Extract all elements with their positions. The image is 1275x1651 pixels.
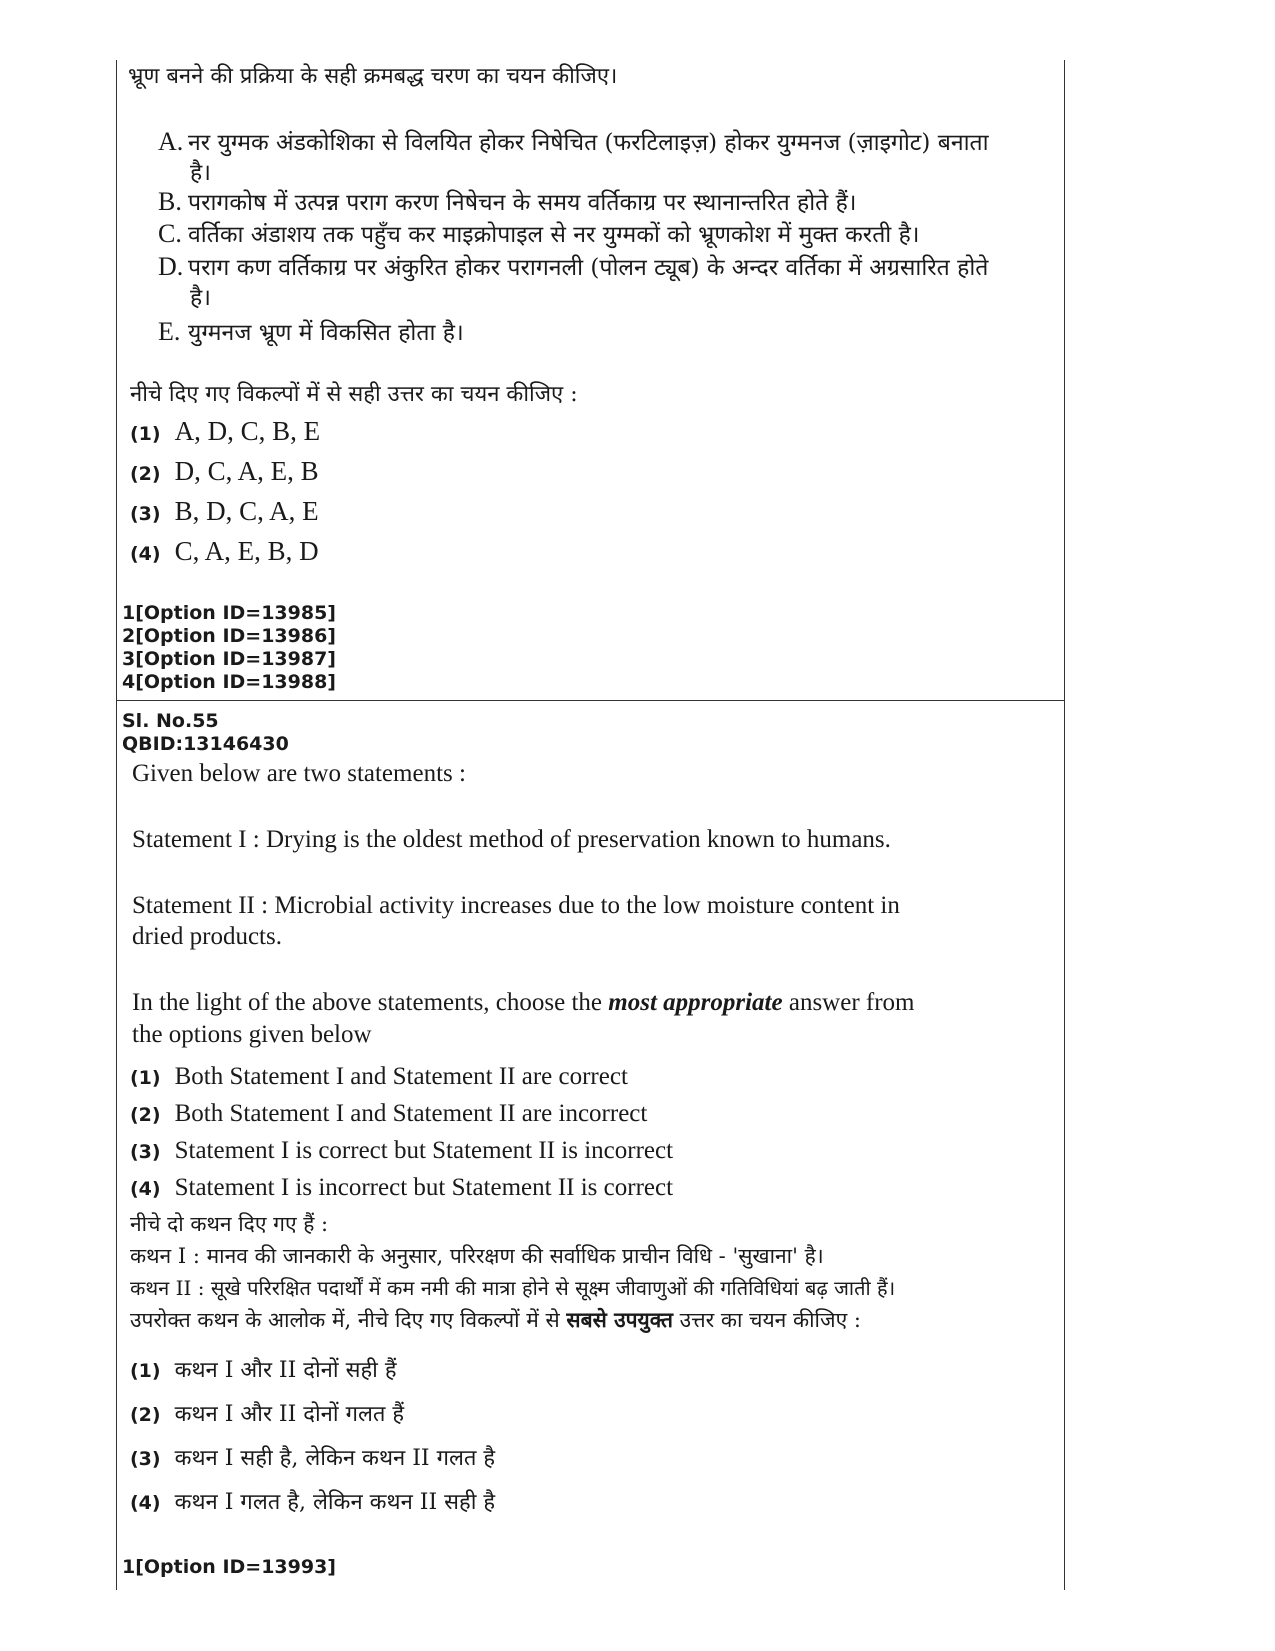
q1-prompt: नीचे दिए गए विकल्पों में से सही उत्तर का चयन कीजिए : xyxy=(130,382,578,407)
option-number: (3) xyxy=(130,1141,161,1163)
q1-statement-b xyxy=(158,185,857,217)
prompt-bold: सबसे उपयुक्त xyxy=(566,1307,673,1332)
q2-hi-given: नीचे दो कथन दिए गए हैं : xyxy=(130,1212,329,1236)
q2-statement-1: Statement I : Drying is the oldest method of preservation known to humans. xyxy=(132,826,891,853)
statement-text: युग्मनज भ्रूण में विकसित होता है। xyxy=(188,320,464,346)
option-text: C, A, E, B, D xyxy=(174,536,319,566)
option-number: (4) xyxy=(130,543,161,565)
option-number: (3) xyxy=(130,1448,161,1470)
option-number: (2) xyxy=(130,1104,161,1126)
option-number: (2) xyxy=(130,463,161,485)
q2-given: Given below are two statements : xyxy=(132,760,466,787)
statement-letter: B. xyxy=(158,187,182,216)
q1-option-id-4: 4[Option ID=13988] xyxy=(122,671,336,693)
q2-option-2[interactable] xyxy=(130,1100,647,1128)
option-number: (1) xyxy=(130,1360,161,1382)
q2-hi-statement-2: कथन II : सूखे परिरक्षित पदार्थों में कम नमी की मात्रा होने से सूक्ष्म जीवाणुओं की गतिविधियां बढ़ जाती हैं। xyxy=(130,1276,896,1300)
option-text: B, D, C, A, E xyxy=(174,496,319,526)
q1-statement-d-cont: है। xyxy=(190,285,211,311)
q1-statement-e xyxy=(158,315,464,347)
q2-hi-option-2[interactable] xyxy=(130,1398,404,1428)
q2-hi-option-1[interactable] xyxy=(130,1354,397,1384)
statement-text: पराग कण वर्तिकाग्र पर अंकुरित होकर परागनली (पोलन ट्यूब) के अन्दर वर्तिका में अग्रसारित होते xyxy=(188,255,989,281)
q2-option-4[interactable] xyxy=(130,1174,673,1202)
option-text: Both Statement I and Statement II are correct xyxy=(174,1063,628,1090)
option-number: (3) xyxy=(130,503,161,525)
q2-option-1[interactable] xyxy=(130,1063,628,1091)
q2-serial-number: Sl. No.55 xyxy=(122,710,219,732)
q1-statement-a-cont: है। xyxy=(190,160,211,186)
q2-option-3[interactable] xyxy=(130,1137,673,1165)
instruction-emphasis: most appropriate xyxy=(608,989,783,1016)
q1-option-id-3: 3[Option ID=13987] xyxy=(122,648,336,670)
q1-intro: भ्रूण बनने की प्रक्रिया के सही क्रमबद्ध चरण का चयन कीजिए। xyxy=(128,64,618,89)
right-border xyxy=(1064,60,1065,1590)
option-text: D, C, A, E, B xyxy=(174,456,319,486)
q1-statement-c xyxy=(158,217,920,249)
q2-statement-2: Statement II : Microbial activity increases due to the low moisture content in xyxy=(132,892,900,919)
q1-option-id-1: 1[Option ID=13985] xyxy=(122,602,336,624)
q2-instruction-cont: the options given below xyxy=(132,1021,372,1048)
option-text: कथन I गलत है, लेकिन कथन II सही है xyxy=(174,1490,496,1515)
q1-statement-d xyxy=(158,250,988,282)
statement-text: परागकोष में उत्पन्न पराग करण निषेचन के समय वर्तिकाग्र पर स्थानान्तरित होते हैं। xyxy=(188,190,857,216)
q2-hi-prompt xyxy=(130,1306,861,1334)
instruction-pre: In the light of the above statements, choose the xyxy=(132,989,609,1016)
option-number: (4) xyxy=(130,1178,161,1200)
question-separator xyxy=(116,700,1064,701)
statement-letter: E. xyxy=(158,317,181,346)
option-number: (1) xyxy=(130,1067,161,1089)
q2-statement-2-cont: dried products. xyxy=(132,923,282,950)
left-border xyxy=(116,60,117,1590)
q1-option-id-2: 2[Option ID=13986] xyxy=(122,625,336,647)
option-number: (2) xyxy=(130,1404,161,1426)
q2-instruction xyxy=(132,989,915,1017)
q2-qbid: QBID:13146430 xyxy=(122,733,289,755)
q2-hi-statement-1: कथन I : मानव की जानकारी के अनुसार, परिरक्षण की सर्वाधिक प्राचीन विधि - 'सुखाना' है। xyxy=(130,1244,824,1268)
q1-option-4[interactable] xyxy=(130,536,319,567)
prompt-post: उत्तर का चयन कीजिए : xyxy=(672,1308,861,1332)
instruction-post: answer from xyxy=(782,989,915,1016)
option-text: Statement I is incorrect but Statement II is correct xyxy=(174,1174,674,1201)
option-text: A, D, C, B, E xyxy=(174,416,321,446)
q1-option-2[interactable] xyxy=(130,456,319,487)
statement-letter: D. xyxy=(158,252,184,281)
q2-option-id-1: 1[Option ID=13993] xyxy=(122,1556,336,1578)
statement-text: नर युग्मक अंडकोशिका से विलयित होकर निषेचित (फरटिलाइज़) होकर युग्मनज (ज़ाइगोट) बनाता xyxy=(188,130,989,156)
q1-option-3[interactable] xyxy=(130,496,319,527)
q2-hi-option-3[interactable] xyxy=(130,1442,495,1472)
statement-letter: A. xyxy=(158,127,184,156)
option-text: कथन I और II दोनों गलत हैं xyxy=(174,1402,405,1427)
option-text: Both Statement I and Statement II are incorrect xyxy=(174,1100,648,1127)
prompt-pre: उपरोक्त कथन के आलोक में, नीचे दिए गए विकल्पों में से xyxy=(130,1308,567,1332)
q2-hi-option-4[interactable] xyxy=(130,1486,495,1516)
option-text: कथन I सही है, लेकिन कथन II गलत है xyxy=(174,1446,496,1471)
option-text: Statement I is correct but Statement II is incorrect xyxy=(174,1137,674,1164)
statement-letter: C. xyxy=(158,219,182,248)
q1-option-1[interactable] xyxy=(130,416,320,447)
option-number: (1) xyxy=(130,423,161,445)
q1-statement-a xyxy=(158,125,989,157)
statement-text: वर्तिका अंडाशय तक पहुँच कर माइक्रोपाइल से नर युग्मकों को भ्रूणकोश में मुक्त करती है। xyxy=(188,222,920,248)
option-text: कथन I और II दोनों सही हैं xyxy=(174,1358,397,1383)
option-number: (4) xyxy=(130,1492,161,1514)
